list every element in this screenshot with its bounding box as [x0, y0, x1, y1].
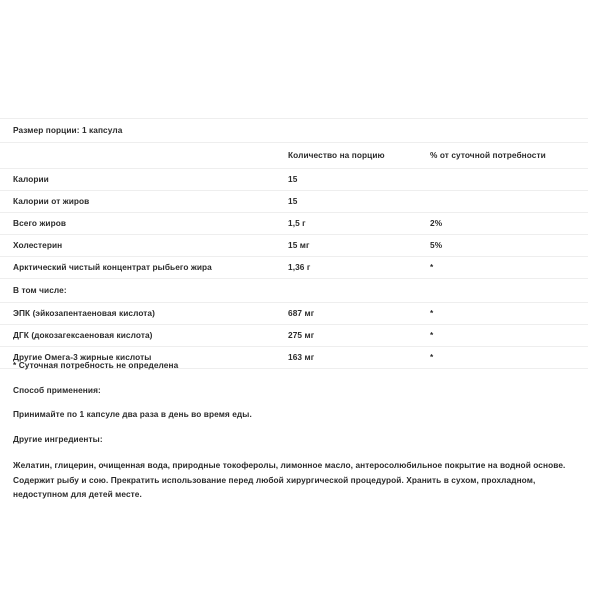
table-row — [0, 303, 588, 325]
table-row — [0, 325, 588, 347]
nutrient-amount: 15 — [288, 196, 298, 206]
nutrient-daily-value: * — [430, 308, 434, 318]
table-row — [0, 235, 588, 257]
table-subheading-row — [0, 279, 588, 303]
nutrient-amount: 15 — [288, 174, 298, 184]
nutrient-name: Другие Омега-3 жирные кислоты — [13, 352, 152, 362]
nutrient-daily-value: * — [430, 262, 434, 272]
nutrient-amount: 275 мг — [288, 330, 315, 340]
nutrient-amount: 163 мг — [288, 352, 315, 362]
nutrient-daily-value — [430, 191, 588, 213]
table-subheading-spacer-dv — [430, 279, 588, 303]
serving-size-label: Размер порции: 1 капсула — [13, 125, 123, 135]
column-header-label — [0, 143, 288, 169]
table-row — [0, 169, 588, 191]
nutrient-name: Холестерин — [13, 240, 63, 250]
column-header-amount-per-serving: Количество на порцию — [288, 150, 385, 160]
nutrient-amount: 1,5 г — [288, 218, 306, 228]
notes-section — [13, 360, 588, 502]
nutrient-amount: 1,36 г — [288, 262, 311, 272]
nutrient-name: Арктический чистый концентрат рыбьего жира — [13, 262, 212, 272]
ingredients-heading: Другие ингредиенты: — [13, 433, 103, 444]
table-subheading-label: В том числе: — [13, 285, 67, 295]
table-header-row — [0, 143, 588, 169]
supplement-facts-table — [0, 118, 588, 369]
nutrient-name: ЭПК (эйкозапентаеновая кислота) — [13, 308, 155, 318]
nutrient-name: Калории от жиров — [13, 196, 90, 206]
nutrient-amount: 687 мг — [288, 308, 315, 318]
table-row — [0, 213, 588, 235]
nutrient-daily-value — [430, 169, 588, 191]
ingredients-text: Желатин, глицерин, очищенная вода, природные токоферолы, лимонное масло, антеросолюбильное покрытие на водной основе. Содержит рыбу и сою. Прекратить использование перед любой хирургической процедурой. Хранить в сухом, прохладном, недоступном для детей месте. — [13, 460, 566, 499]
nutrient-daily-value: * — [430, 352, 434, 362]
nutrient-name: Калории — [13, 174, 49, 184]
daily-value-footnote: * Суточная потребность не определена — [13, 360, 179, 370]
serving-size-row — [0, 119, 588, 143]
directions-text: Принимайте по 1 капсуле два раза в день во время еды. — [13, 409, 252, 419]
table-row — [0, 191, 588, 213]
nutrient-daily-value: 2% — [430, 218, 443, 228]
nutrient-daily-value: 5% — [430, 240, 443, 250]
nutrient-daily-value: * — [430, 330, 434, 340]
table-row — [0, 257, 588, 279]
table-subheading-spacer-amount — [288, 279, 430, 303]
serving-size-spacer-amount — [288, 119, 430, 143]
nutrient-name: ДГК (докозагексаеновая кислота) — [13, 330, 153, 340]
serving-size-spacer-dv — [430, 119, 588, 143]
directions-heading: Способ применения: — [13, 384, 101, 395]
column-header-percent-daily-value: % от суточной потребности — [430, 150, 546, 160]
nutrient-name: Всего жиров — [13, 218, 67, 228]
nutrient-amount: 15 мг — [288, 240, 310, 250]
